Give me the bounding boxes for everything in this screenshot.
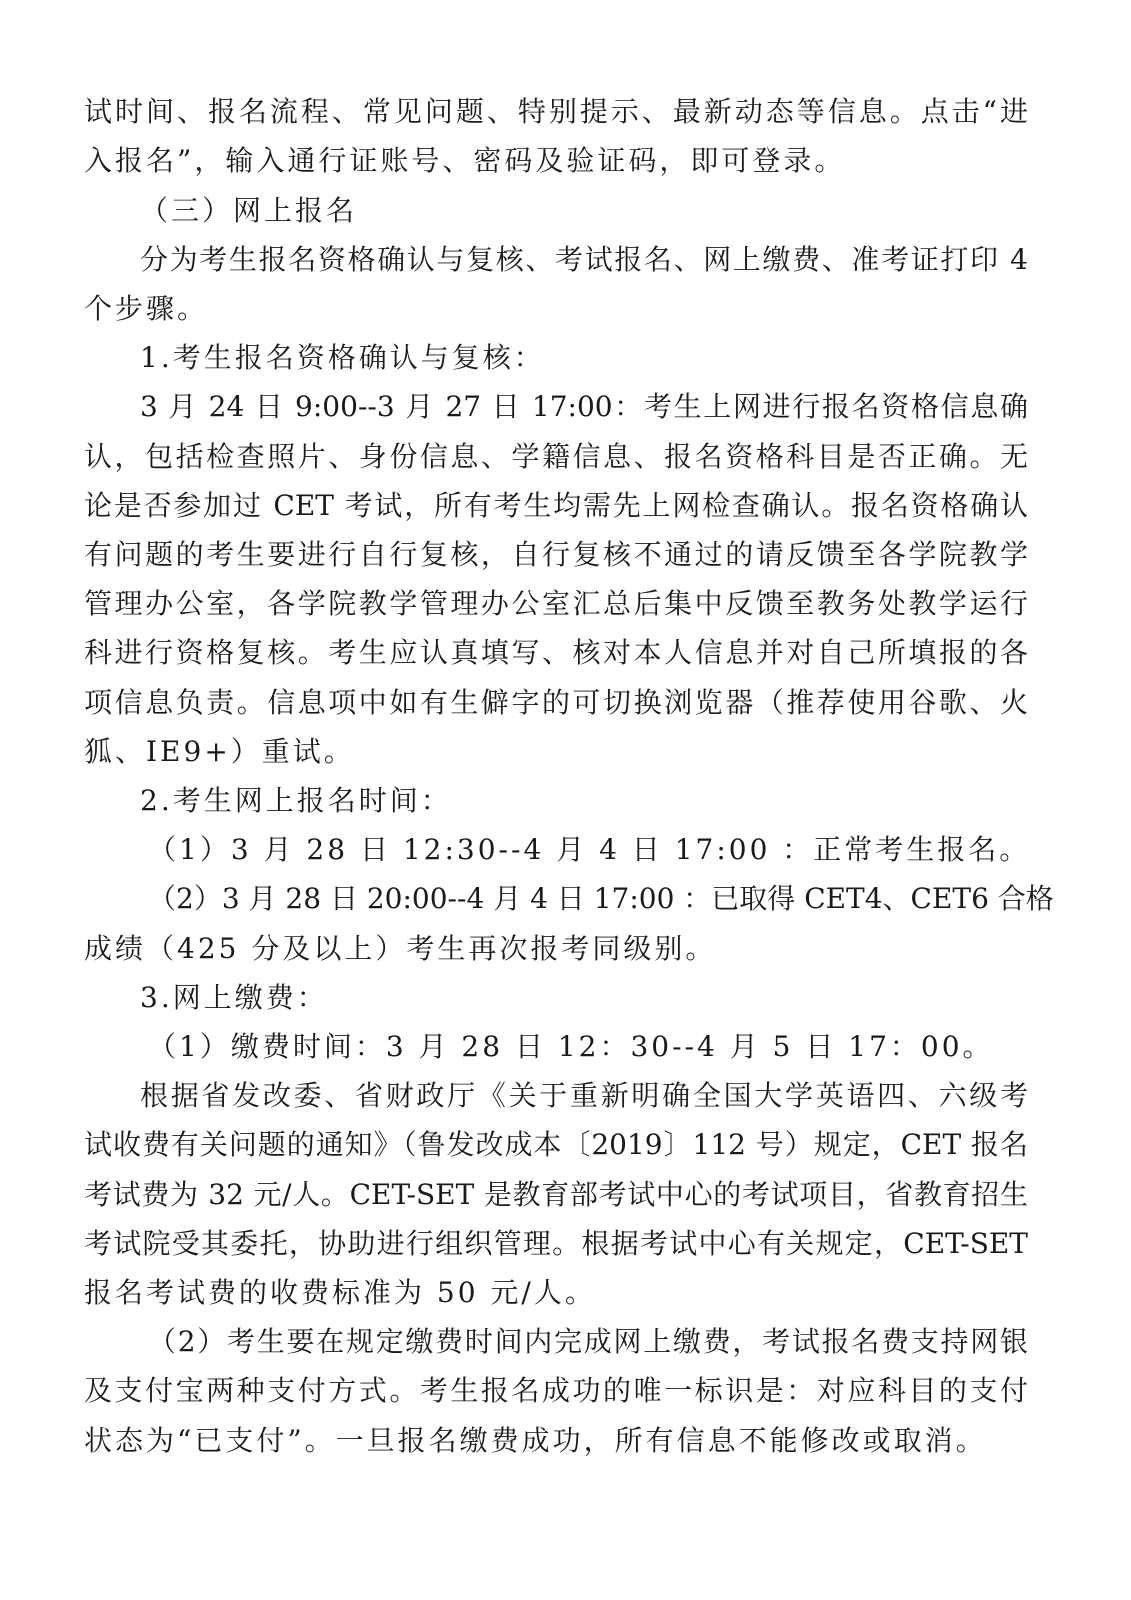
paragraph-line: 项信息负责。信息项中如有生僻字的可切换浏览器（推荐使用谷歌、火: [84, 686, 1028, 719]
paragraph-line: （2）3 月 28 日 20:00--4 月 4 日 17:00 ：已取得 CET4、CET6 合格: [148, 882, 1054, 915]
section-heading: （三）网上报名: [140, 194, 358, 227]
paragraph-line: 根据省发改委、省财政厅《关于重新明确全国大学英语四、六级考: [140, 1079, 1028, 1112]
paragraph-line: 管理办公室，各学院教学管理办公室汇总后集中反馈至教务处教学运行: [84, 587, 1028, 620]
paragraph-line: 成绩（425 分及以上）考生再次报考同级别。: [84, 932, 717, 965]
paragraph-line: 个步骤。: [84, 292, 209, 325]
subsection-heading: 2.考生网上报名时间：: [140, 784, 452, 817]
paragraph-line: 3 月 24 日 9:00--3 月 27 日 17:00：考生上网进行报名资格信息确: [140, 390, 1028, 423]
paragraph-line: 报名考试费的收费标准为 50 元/人。: [84, 1276, 596, 1309]
subsection-heading: 3.网上缴费：: [140, 981, 328, 1014]
paragraph-line: 分为考生报名资格确认与复核、考试报名、网上缴费、准考证打印 4: [140, 243, 1028, 276]
paragraph-line: 考试院受其委托，协助进行组织管理。根据考试中心有关规定，CET-SET: [84, 1227, 1028, 1260]
paragraph-line: 入报名”，输入通行证账号、密码及验证码，即可登录。: [84, 144, 846, 177]
paragraph-line: 考试费为 32 元/人。CET-SET 是教育部考试中心的考试项目，省教育招生: [84, 1178, 1028, 1211]
subsection-heading: 1.考生报名资格确认与复核：: [140, 341, 545, 374]
paragraph-line: 试时间、报名流程、常见问题、特别提示、最新动态等信息。点击“进: [84, 95, 1028, 128]
paragraph-line: （1）3 月 28 日 12:30--4 月 4 日 17:00 ：正常考生报名。: [148, 833, 1031, 866]
paragraph-line: 狐、IE9+）重试。: [84, 735, 355, 768]
paragraph-line: 有问题的考生要进行自行复核，自行复核不通过的请反馈至各学院教学: [84, 538, 1028, 571]
paragraph-line: （1）缴费时间：3 月 28 日 12：30--4 月 5 日 17：00。: [148, 1030, 994, 1063]
paragraph-line: 论是否参加过 CET 考试，所有考生均需先上网检查确认。报名资格确认: [84, 489, 1028, 522]
paragraph-line: 及支付宝两种支付方式。考生报名成功的唯一标识是：对应科目的支付: [84, 1374, 1028, 1407]
paragraph-line: 试收费有关问题的通知》（鲁发改成本〔2019〕112 号）规定，CET 报名: [84, 1128, 1028, 1161]
paragraph-line: （2）考生要在规定缴费时间内完成网上缴费，考试报名费支持网银: [148, 1325, 1028, 1358]
paragraph-line: 科进行资格复核。考生应认真填写、核对本人信息并对自己所填报的各: [84, 636, 1028, 669]
paragraph-line: 状态为“已支付”。一旦报名缴费成功，所有信息不能修改或取消。: [84, 1424, 987, 1457]
paragraph-line: 认，包括检查照片、身份信息、学籍信息、报名资格科目是否正确。无: [84, 440, 1028, 473]
